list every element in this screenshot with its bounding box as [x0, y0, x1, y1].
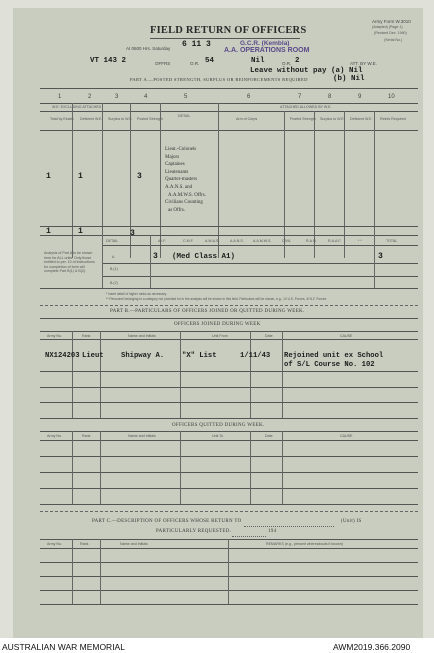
grid-line [282, 431, 283, 504]
table-rule [40, 111, 418, 112]
joined-rank: Lieut [82, 352, 104, 360]
table-rule [40, 371, 418, 372]
col-number: 9 [358, 94, 362, 100]
sub-row-b2: B.(2) [110, 281, 118, 285]
grid-line [150, 235, 151, 288]
header-deficient-we: Deficient W.E. [350, 117, 373, 121]
header-deficient: Deficient W.E. [80, 117, 103, 121]
leave-line: Leave without pay (a) Nil [250, 67, 363, 75]
grid-line [102, 235, 103, 288]
joined-date: 1/11/43 [240, 352, 271, 360]
joined-unit: "X" List [182, 352, 217, 360]
detail-col: R.A.N. [306, 239, 317, 243]
part-b-divider [40, 305, 418, 306]
grid-line [228, 539, 229, 604]
grid-line [180, 431, 181, 504]
part-c-col: REMARKS (e.g., present whereabouts if known) [266, 542, 343, 546]
footer-accession-number: AWM2019.366.2090 [333, 642, 411, 652]
rank-item: A.A.N.S. and [165, 184, 193, 190]
detail-col: A.W.A.S. [205, 239, 220, 243]
header-surplus: Surplus to W.E. [108, 117, 133, 121]
revised-label: (Revised Dec. 1940) [374, 31, 407, 35]
quitted-heading: OFFICERS QUITTED DURING WEEK. [172, 423, 265, 428]
table-rule [40, 604, 418, 605]
table-rule [40, 318, 418, 319]
header-reinfs: Reinfs Required [380, 117, 406, 121]
joined-cause-1: Rejoined unit ex School [284, 352, 384, 360]
header-arm-corps: Arm of Corps [236, 117, 258, 121]
col-number: 7 [298, 94, 302, 100]
part-c-unit-blank [244, 526, 334, 527]
col-number: 2 [88, 94, 92, 100]
unit-typed: VT 143 2 [90, 57, 127, 65]
joined-col: Unit From [212, 334, 228, 338]
col-number: 4 [144, 94, 148, 100]
detail-col: A.A.N.S. [230, 239, 244, 243]
part-b-heading: PART B.—PARTICULARS OF OFFICERS JOINED OR QUITTED DURING WEEK. [110, 309, 305, 314]
rank-item: A.A.M.W.S. Offrs. [168, 192, 206, 198]
col-number: 10 [388, 94, 395, 100]
att-by-we-label: ATT. BY W.E. [350, 61, 377, 66]
joined-col: Date [265, 334, 273, 338]
rank-item: Civilians Counting [165, 200, 203, 206]
stamp-line-2: A.A. OPERATIONS ROOM [224, 47, 310, 54]
header-detail: DETAIL [178, 114, 191, 118]
detail-col: DETAIL [106, 239, 119, 243]
table-rule [40, 130, 418, 131]
rank-item: as Offrs. [168, 207, 186, 213]
analysis-total-value: 3 [378, 252, 383, 261]
cell-value: 1 [78, 172, 83, 181]
we-excluding-label: W.E. EXCLUDING ATTACHED [52, 105, 102, 109]
col-number: 6 [247, 94, 251, 100]
col-number: 1 [58, 94, 62, 100]
col-number: 5 [184, 94, 188, 100]
detail-col: TOTAL [386, 239, 398, 243]
adapted-label: (Adapted) (Page 1) [372, 25, 403, 29]
operations-room-stamp [224, 40, 309, 54]
army-form-label: Army Form W.3010 [372, 19, 411, 24]
table-rule [40, 288, 418, 289]
table-rule [40, 539, 418, 540]
quitted-col: Name and Initials [128, 434, 156, 438]
detail-col: * * [358, 239, 362, 243]
detail-col: A.A.M.W.S. [253, 239, 272, 243]
or-label-2: O.R. [282, 61, 292, 66]
joined-col: Name and Initials [128, 334, 156, 338]
table-rule [40, 576, 418, 577]
grid-line [72, 331, 73, 418]
analysis-note: Analysis of Part A to be shown here for ALL units. Only those entitled to per. 10 of instructions for completion of form will complete Part B(1) & B(2). [44, 251, 95, 274]
rank-list [165, 146, 206, 214]
detail-col: CIVIL [282, 239, 291, 243]
table-rule [40, 590, 418, 591]
table-rule [40, 488, 418, 489]
total-value: 1 [46, 227, 51, 236]
part-c-heading: PART C.—DESCRIPTION OF OFFICERS WHOSE RETURN TO [92, 519, 242, 524]
part-a-heading: PART A.—POSTED STRENGTH, SURPLUS OR REINFORCEMENTS REQUIRED [130, 77, 308, 82]
part-c-col: Rank [80, 542, 89, 546]
footnote-1: * Insert detail of higher ranks as necessary. [106, 292, 167, 296]
or-value: 54 [205, 57, 215, 65]
joined-col: Army No. [47, 334, 62, 338]
part-a-rule [40, 88, 418, 89]
joined-cause-2: of S/L Course No. 102 [284, 361, 375, 369]
table-rule [40, 472, 418, 473]
header-total-establ: Total by Establ. [50, 117, 75, 121]
class-text: (Med Class A1) [172, 253, 236, 261]
part-c-unit-label: (Unit) IS [341, 519, 362, 524]
joined-name: Shipway A. [121, 352, 165, 360]
class-value: 3 [153, 252, 158, 261]
part-c-col: Name and Initials [120, 542, 148, 546]
joined-army-no: NX124203 [45, 352, 80, 360]
table-rule [40, 440, 418, 441]
header-posted-strength: Posted Strength [290, 117, 316, 121]
quitted-col: Date [265, 434, 273, 438]
cell-value: 1 [46, 172, 51, 181]
leave-b-line: (b) Nil [333, 75, 365, 83]
offrs-label: OFFRS [155, 61, 171, 66]
detail-col: R.A.A.F. [328, 239, 342, 243]
offrs-value: Nil [251, 57, 265, 65]
part-c-divider [40, 511, 418, 512]
title-underline [150, 38, 300, 39]
part-c-col: Army No. [47, 542, 62, 546]
attached-allowed-label: ATTACHED ALLOWED BY W.E. [280, 105, 332, 109]
grid-line [100, 431, 101, 504]
grid-line [100, 331, 101, 418]
table-rule [40, 339, 418, 340]
or-label-1: O.R. [190, 61, 200, 66]
cell-value: 3 [137, 172, 142, 181]
quitted-col: Army No. [47, 434, 62, 438]
grid-line [180, 331, 181, 418]
rank-item: Majors [165, 154, 180, 160]
table-rule [40, 548, 418, 549]
grid-line [282, 331, 283, 418]
table-rule [40, 431, 418, 432]
table-rule [40, 387, 418, 388]
quitted-col: Unit To [212, 434, 224, 438]
part-c-requested: PARTICULARLY REQUESTED. [156, 529, 232, 534]
serial-label: (Serial No.) [384, 38, 403, 42]
joined-heading: OFFICERS JOINED DURING WEEK [174, 322, 261, 327]
grid-line [72, 431, 73, 504]
grid-line [250, 331, 251, 418]
table-rule [40, 418, 418, 419]
table-rule [40, 402, 418, 403]
table-rule [40, 235, 418, 236]
header-posted: Posted Strength [137, 117, 163, 121]
rank-item: Lieutenants [165, 169, 189, 175]
table-rule [40, 103, 418, 104]
table-rule [40, 562, 418, 563]
rank-item: Captaines [165, 162, 185, 168]
part-c-year: 194 [268, 529, 277, 534]
joined-col: Rank [82, 334, 91, 338]
part-c-date-blank [232, 536, 266, 537]
grid-line [72, 539, 73, 604]
footer-institution: AUSTRALIAN WAR MEMORIAL [2, 642, 125, 652]
grid-line [100, 539, 101, 604]
at-hours-label: At 0600 Hrs. Saturday [126, 46, 171, 51]
detail-col: C.M.F. [183, 239, 194, 243]
quitted-col: Rank [82, 434, 91, 438]
total-value: 3 [130, 229, 135, 238]
grid-line [250, 431, 251, 504]
total-value: 1 [78, 227, 83, 236]
stamp-line-1: G.C.R. (Kembla) [240, 40, 290, 47]
date-typed: 6 11 3 [182, 40, 211, 49]
header-surplus-we: Surplus to W.E. [320, 117, 345, 121]
form-title: FIELD RETURN OF OFFICERS [150, 25, 307, 36]
rank-item: Quarter-masters [165, 177, 198, 183]
sub-row-a: A [112, 255, 115, 259]
col-number: 8 [328, 94, 332, 100]
or2-value: 2 [295, 57, 300, 65]
table-rule [40, 331, 418, 332]
detail-col: A.I.F. [158, 239, 167, 243]
table-rule [40, 504, 418, 505]
rank-item: Lieut.-Colonels [165, 147, 197, 152]
quitted-col: CAUSE [340, 434, 353, 438]
table-rule [40, 226, 418, 227]
grid-line [374, 235, 375, 288]
sub-row-b1: B.(1) [110, 267, 118, 271]
footnote-2: ** Personnel belonging to a category not provided for in the analysis will be shown in this field. Particulars will be shown, e.g., 10 U.S. Forces, 4l N.Z. Forces [106, 297, 327, 301]
joined-col: CAUSE [340, 334, 353, 338]
table-rule [40, 456, 418, 457]
col-number: 3 [115, 94, 119, 100]
